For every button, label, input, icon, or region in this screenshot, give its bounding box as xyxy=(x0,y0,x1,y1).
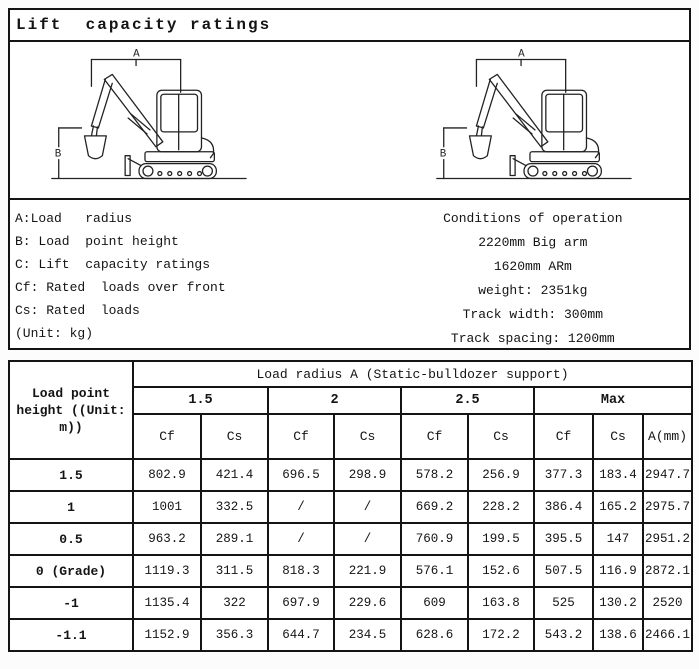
legend-line-cf: Cf: Rated loads over front xyxy=(15,280,226,295)
excavator-diagrams xyxy=(10,42,689,200)
cell: 152.6 xyxy=(468,555,534,587)
cell: 116.9 xyxy=(593,555,643,587)
page-title: Lift capacity ratings xyxy=(10,10,689,42)
group-header-1-5: 1.5 xyxy=(133,387,268,414)
row-label: 1 xyxy=(9,491,133,523)
cell: 802.9 xyxy=(133,459,201,491)
load-radius-span-header: Load radius A (Static-bulldozer support) xyxy=(133,361,692,387)
cell: 2947.7 xyxy=(643,459,692,491)
tracks xyxy=(524,164,601,179)
condition-weight: weight: 2351kg xyxy=(478,283,588,298)
cell: 1152.9 xyxy=(133,619,201,651)
dim-label-a: A xyxy=(518,48,525,61)
cell: / xyxy=(334,523,401,555)
corner-header: Load point height ((Unit: m)) xyxy=(9,361,133,459)
cell: 507.5 xyxy=(534,555,593,587)
dim-label-b: B xyxy=(439,148,447,161)
cell: 228.2 xyxy=(468,491,534,523)
cell: 1119.3 xyxy=(133,555,201,587)
conditions-block xyxy=(377,200,689,348)
legend-block xyxy=(10,200,377,348)
row-label: -1 xyxy=(9,587,133,619)
cell: / xyxy=(268,523,334,555)
cell: 221.9 xyxy=(334,555,401,587)
condition-track-spacing: Track spacing: 1200mm xyxy=(450,331,615,346)
cell: 229.6 xyxy=(334,587,401,619)
group-header-2: 2 xyxy=(268,387,401,414)
table-row xyxy=(9,555,692,587)
tracks xyxy=(139,164,216,179)
table-row xyxy=(9,523,692,555)
table-row xyxy=(9,619,692,651)
condition-arm: 1620mm ARm xyxy=(493,259,572,274)
sub-header-cf-4: Cf xyxy=(534,414,593,459)
bucket-load xyxy=(85,136,107,159)
cell: 669.2 xyxy=(401,491,468,523)
condition-track-width: Track width: 300mm xyxy=(462,307,604,322)
legend-line-a: A:Load radius xyxy=(15,211,133,226)
dim-label-a: A xyxy=(133,48,140,61)
condition-big-arm: 2220mm Big arm xyxy=(478,235,588,250)
cell: 697.9 xyxy=(268,587,334,619)
cell: 377.3 xyxy=(534,459,593,491)
sub-header-cs-3: Cs xyxy=(468,414,534,459)
bucket-load xyxy=(470,136,492,159)
top-panel xyxy=(8,8,691,350)
cell: 172.2 xyxy=(468,619,534,651)
legend-line-b: B: Load point height xyxy=(15,234,179,249)
cell: 332.5 xyxy=(201,491,268,523)
boom xyxy=(104,74,162,146)
cell: 1135.4 xyxy=(133,587,201,619)
cell: 147 xyxy=(593,523,643,555)
sub-header-cf-1: Cf xyxy=(133,414,201,459)
cell: 311.5 xyxy=(201,555,268,587)
cell: 256.9 xyxy=(468,459,534,491)
conditions-heading: Conditions of operation xyxy=(443,211,623,226)
cell: 322 xyxy=(201,587,268,619)
excavator-diagram-left xyxy=(28,46,256,196)
cell: 576.1 xyxy=(401,555,468,587)
cell: 183.4 xyxy=(593,459,643,491)
legend-line-unit: (Unit: kg) xyxy=(15,326,94,341)
row-label: 0.5 xyxy=(9,523,133,555)
cell: 421.4 xyxy=(201,459,268,491)
cell: 234.5 xyxy=(334,619,401,651)
cell: 163.8 xyxy=(468,587,534,619)
cell: 395.5 xyxy=(534,523,593,555)
sub-header-cs-1: Cs xyxy=(201,414,268,459)
table-row xyxy=(9,491,692,523)
excavator-diagram-right xyxy=(413,46,641,196)
cell: 165.2 xyxy=(593,491,643,523)
group-header-max: Max xyxy=(534,387,692,414)
sub-header-cs-4: Cs xyxy=(593,414,643,459)
table-row xyxy=(9,587,692,619)
cell: 138.6 xyxy=(593,619,643,651)
table-row xyxy=(9,459,692,491)
row-label: 1.5 xyxy=(9,459,133,491)
group-header-2-5: 2.5 xyxy=(401,387,534,414)
cell: 1001 xyxy=(133,491,201,523)
cell: 644.7 xyxy=(268,619,334,651)
cell: 628.6 xyxy=(401,619,468,651)
cell: 2520 xyxy=(643,587,692,619)
info-row xyxy=(10,200,689,348)
cell: 760.9 xyxy=(401,523,468,555)
cell: 199.5 xyxy=(468,523,534,555)
boom xyxy=(489,74,547,146)
cell: 2466.1 xyxy=(643,619,692,651)
cell: 818.3 xyxy=(268,555,334,587)
cell: 578.2 xyxy=(401,459,468,491)
cell: 525 xyxy=(534,587,593,619)
cell: / xyxy=(268,491,334,523)
legend-line-c: C: Lift capacity ratings xyxy=(15,257,211,272)
lift-capacity-table xyxy=(8,360,693,652)
cell: 2872.1 xyxy=(643,555,692,587)
cell: 543.2 xyxy=(534,619,593,651)
sub-header-cs-2: Cs xyxy=(334,414,401,459)
cell: 130.2 xyxy=(593,587,643,619)
sub-header-amm: A(mm) xyxy=(643,414,692,459)
cell: 963.2 xyxy=(133,523,201,555)
cell: 386.4 xyxy=(534,491,593,523)
cell: 2975.7 xyxy=(643,491,692,523)
cell: 609 xyxy=(401,587,468,619)
dim-label-b: B xyxy=(54,148,62,161)
cell: / xyxy=(334,491,401,523)
sub-header-cf-2: Cf xyxy=(268,414,334,459)
cell: 289.1 xyxy=(201,523,268,555)
cell: 696.5 xyxy=(268,459,334,491)
legend-line-cs: Cs: Rated loads xyxy=(15,303,140,318)
cell: 2951.2 xyxy=(643,523,692,555)
sub-header-cf-3: Cf xyxy=(401,414,468,459)
row-label: 0 (Grade) xyxy=(9,555,133,587)
cell: 298.9 xyxy=(334,459,401,491)
cell: 356.3 xyxy=(201,619,268,651)
row-label: -1.1 xyxy=(9,619,133,651)
